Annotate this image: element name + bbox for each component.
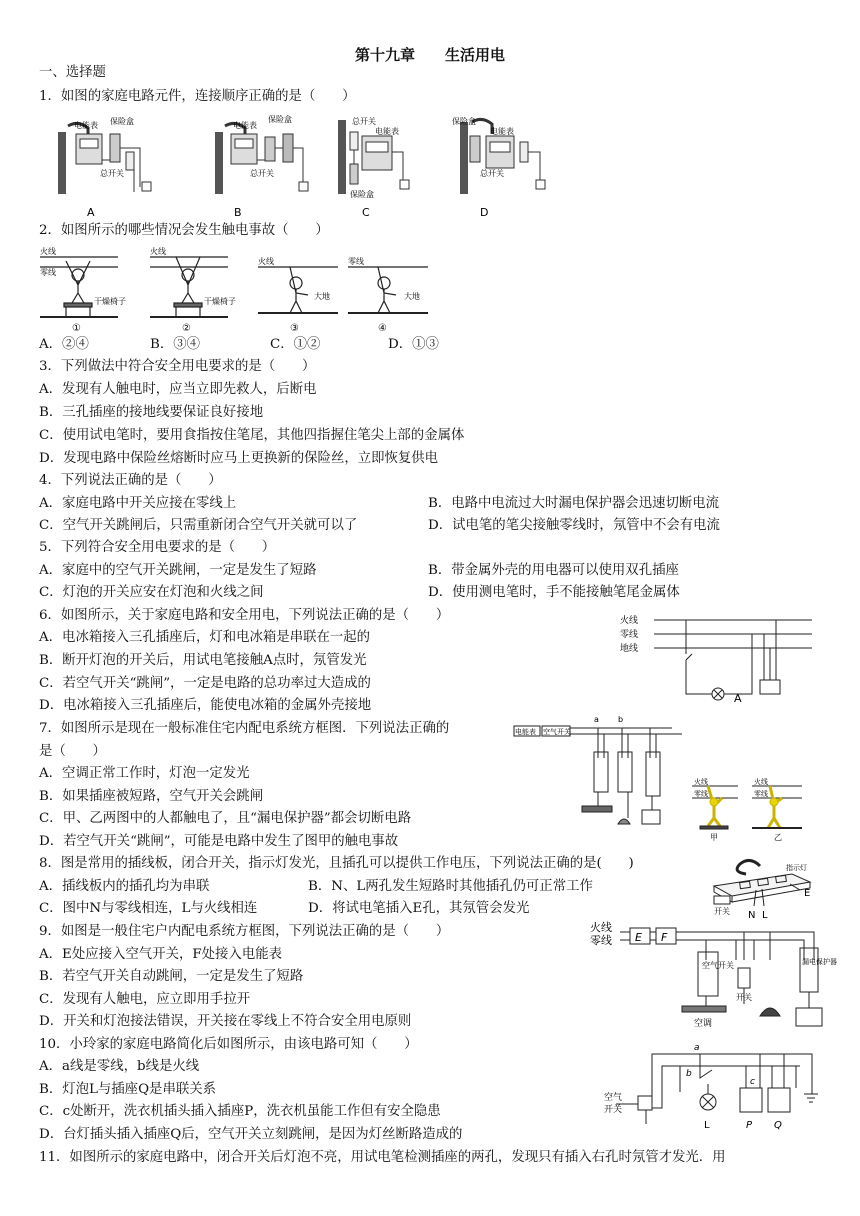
q1d-switch-label: 总开关: [480, 169, 504, 178]
q2-num-4: ④: [378, 323, 387, 334]
q6-figure: [612, 614, 818, 704]
q5-option-d: D．使用测电笔时，手不能接触笔尾金属体: [428, 585, 680, 600]
q8-indicator: 指示灯: [786, 864, 807, 872]
q2-num-1: ①: [72, 323, 81, 334]
q2-option-d: D．①③: [388, 337, 439, 352]
q7-b: b: [618, 715, 624, 724]
q9-E: E: [635, 931, 642, 944]
q1-meter-label: 电能表: [74, 121, 98, 130]
q7-jia: 甲: [710, 833, 718, 842]
q1-fuse-label: 保险盒: [110, 117, 134, 126]
q10-breaker-2: 开关: [604, 1105, 623, 1115]
q10-c: c: [750, 1077, 755, 1087]
q1-label-b: B: [234, 206, 242, 219]
q1c-switch-label: 总开关: [352, 117, 376, 126]
q7-neutral-yi: 零线: [754, 790, 768, 798]
q1-stem: 1．如图的家庭电路元件，连接顺序正确的是（ ）: [39, 89, 356, 104]
q3-stem: 3．下列做法中符合安全用电要求的是（ ）: [39, 359, 316, 374]
q8-N: N: [748, 910, 756, 921]
q6-earth-label: 地线: [620, 644, 639, 654]
q1b-fuse-label: 保险盒: [268, 115, 292, 124]
q10-option-a: A．a线是零线，b线是火线: [39, 1059, 200, 1074]
q1b-meter-label: 电能表: [233, 121, 257, 130]
q9-option-b: B．若空气开关自动跳闸，一定是发生了短路: [39, 969, 304, 984]
q8-figure: [700, 856, 824, 922]
q10-breaker-1: 空气: [604, 1093, 623, 1103]
q7-live-jia: 火线: [694, 778, 708, 786]
q1d-meter-label: 电能表: [490, 127, 514, 136]
q9-F: F: [661, 931, 668, 944]
q8-L: L: [762, 910, 768, 921]
q2-ground-4: 大地: [404, 292, 420, 301]
q7-a: a: [594, 715, 599, 724]
q6-live-label: 火线: [620, 616, 639, 626]
q1c-meter-label: 电能表: [375, 127, 399, 136]
q4-option-b: B．电路中电流过大时漏电保护器会迅速切断电流: [428, 496, 720, 511]
q7-figure: [512, 714, 812, 846]
q7-option-d: D．若空气开关“跳闸”，可能是电路中发生了图甲的触电事故: [39, 834, 399, 849]
q6-option-a: A．电冰箱接入三孔插座后，灯和电冰箱是串联在一起的: [39, 630, 371, 645]
q5-option-c: C．灯泡的开关应安在灯泡和火线之间: [39, 585, 264, 600]
q10-b: b: [686, 1069, 692, 1079]
q5-option-a: A．家庭中的空气开关跳闸，一定是发生了短路: [39, 563, 317, 578]
q9-option-a: A．E处应接入空气开关，F处接入电能表: [39, 947, 282, 962]
q9-breaker: 空气开关: [702, 961, 734, 970]
q6-option-b: B．断开灯泡的开关后，用试电笔接触A点时，氖管发光: [39, 653, 367, 668]
q3-option-b: B．三孔插座的接地线要保证良好接地: [39, 405, 264, 420]
q2-stool-2: 干燥椅子: [204, 297, 236, 306]
q9-stem: 9．如图是一般住宅户内配电系统方框图，下列说法正确的是（ ）: [39, 924, 450, 939]
q8-option-c: C．图中N与零线相连，L与火线相连: [39, 901, 258, 916]
q8-switch: 开关: [714, 907, 730, 916]
q6-stem: 6．如图所示，关于家庭电路和安全用电，下列说法正确的是（ ）: [39, 608, 450, 623]
q7-live-yi: 火线: [754, 778, 768, 786]
q4-stem: 4．下列说法正确的是（ ）: [39, 473, 222, 488]
q1c-fuse-label: 保险盒: [350, 190, 374, 199]
q3-option-d: D．发现电路中保险丝熔断时应马上更换新的保险丝，立即恢复供电: [39, 451, 439, 466]
q3-option-c: C．使用试电笔时，要用食指按住笔尾，其他四指握住笔尖上部的金属体: [39, 428, 465, 443]
q10-Q: Q: [774, 1120, 782, 1131]
q1-label-c: C: [362, 206, 370, 219]
page-title: 第十九章 生活用电: [354, 46, 505, 64]
q11-stem: 11．如图所示的家庭电路中，闭合开关后灯泡不亮，用试电笔检测插座的两孔，发现只有插入右孔时氖管才发光．用: [39, 1150, 726, 1165]
q8-option-a: A．插线板内的插孔均为串联: [39, 879, 210, 894]
q10-a: a: [694, 1043, 700, 1053]
q10-figure: [600, 1044, 826, 1134]
q6-point-a: A: [734, 692, 742, 705]
q2-option-b: B．③④: [150, 337, 201, 352]
q2-neutral-1: 零线: [40, 268, 56, 277]
q7-option-b: B．如果插座被短路，空气开关会跳闸: [39, 789, 264, 804]
q3-option-a: A．发现有人触电时，应当立即先救人，后断电: [39, 382, 317, 397]
q2-num-3: ③: [290, 323, 299, 334]
section-heading: 一、选择题: [39, 65, 106, 80]
q1-switch-label: 总开关: [100, 169, 124, 178]
q8-E: E: [804, 888, 811, 899]
q7-neutral-jia: 零线: [694, 790, 708, 798]
q8-option-d: D．将试电笔插入E孔，其氖管会发光: [308, 901, 530, 916]
q1b-switch-label: 总开关: [250, 169, 274, 178]
q9-rcd: 漏电保护器: [802, 958, 837, 966]
q9-option-d: D．开关和灯泡接法错误，开关接在零线上不符合安全用电原则: [39, 1014, 412, 1029]
q7-stem-line2: 是（ ）: [39, 744, 106, 759]
q2-live-1: 火线: [40, 247, 56, 256]
q5-stem: 5．下列符合安全用电要求的是（ ）: [39, 540, 276, 555]
q10-L: L: [704, 1120, 710, 1131]
q10-stem: 10．小玲家的家庭电路简化后如图所示，由该电路可知（ ）: [39, 1037, 418, 1052]
q9-option-c: C．发现有人触电，应立即用手拉开: [39, 992, 251, 1007]
q2-live-3: 火线: [258, 257, 274, 266]
q7-meter: 电能表: [515, 728, 536, 736]
q10-option-c: C．c处断开，洗衣机插头插入插座P，洗衣机虽能工作但有安全隐患: [39, 1104, 441, 1119]
q2-option-a: A．②④: [39, 337, 89, 352]
q1-label-a: A: [87, 206, 95, 219]
q2-stem: 2．如图所示的哪些情况会发生触电事故（ ）: [39, 223, 329, 238]
q4-option-a: A．家庭电路中开关应接在零线上: [39, 496, 237, 511]
q2-neutral-4: 零线: [348, 257, 364, 266]
q8-option-b: B．N、L两孔发生短路时其他插孔仍可正常工作: [308, 879, 593, 894]
q1d-fuse-label: 保险盒: [452, 117, 476, 126]
q4-option-c: C．空气开关跳闸后，只需重新闭合空气开关就可以了: [39, 518, 358, 533]
q6-option-d: D．电冰箱接入三孔插座后，能使电冰箱的金属外壳接地: [39, 698, 372, 713]
q4-option-d: D．试电笔的笔尖接触零线时，氖管中不会有电流: [428, 518, 720, 533]
q2-stool-1: 干燥椅子: [94, 297, 126, 306]
q10-option-b: B．灯泡L与插座Q是串联关系: [39, 1082, 217, 1097]
q2-ground-3: 大地: [314, 292, 330, 301]
q2-num-2: ②: [182, 323, 191, 334]
q7-option-a: A．空调正常工作时，灯泡一定发光: [39, 766, 250, 781]
q6-neutral-label: 零线: [620, 630, 639, 640]
q2-live-2: 火线: [150, 247, 166, 256]
q9-neutral: 零线: [590, 934, 612, 947]
q5-option-b: B．带金属外壳的用电器可以使用双孔插座: [428, 563, 679, 578]
q1-label-d: D: [480, 206, 489, 219]
q2-option-c: C．①②: [270, 337, 321, 352]
q10-option-d: D．台灯插头插入插座Q后，空气开关立刻跳闸，是因为灯丝断路造成的: [39, 1127, 463, 1142]
q10-P: P: [746, 1120, 753, 1131]
q9-live: 火线: [590, 921, 612, 934]
q8-stem: 8．图是常用的插线板，闭合开关，指示灯发光，且插孔可以提供工作电压，下列说法正确的是( ): [39, 856, 634, 871]
q7-stem-line1: 7．如图所示是现在一般标准住宅内配电系统方框图．下列说法正确的: [39, 721, 450, 736]
q7-yi: 乙: [774, 833, 782, 842]
q9-figure: [590, 920, 837, 1040]
q9-switch: 开关: [736, 993, 752, 1002]
q1-figure: [40, 112, 530, 220]
q7-option-c: C．甲、乙两图中的人都触电了，且“漏电保护器”都会切断电路: [39, 811, 412, 826]
q9-ac: 空调: [694, 1019, 713, 1029]
q6-option-c: C．若空气开关“跳闸”，一定是电路的总功率过大造成的: [39, 676, 371, 691]
q7-breaker: 空气开关: [543, 728, 571, 736]
q2-figure: [38, 245, 448, 333]
